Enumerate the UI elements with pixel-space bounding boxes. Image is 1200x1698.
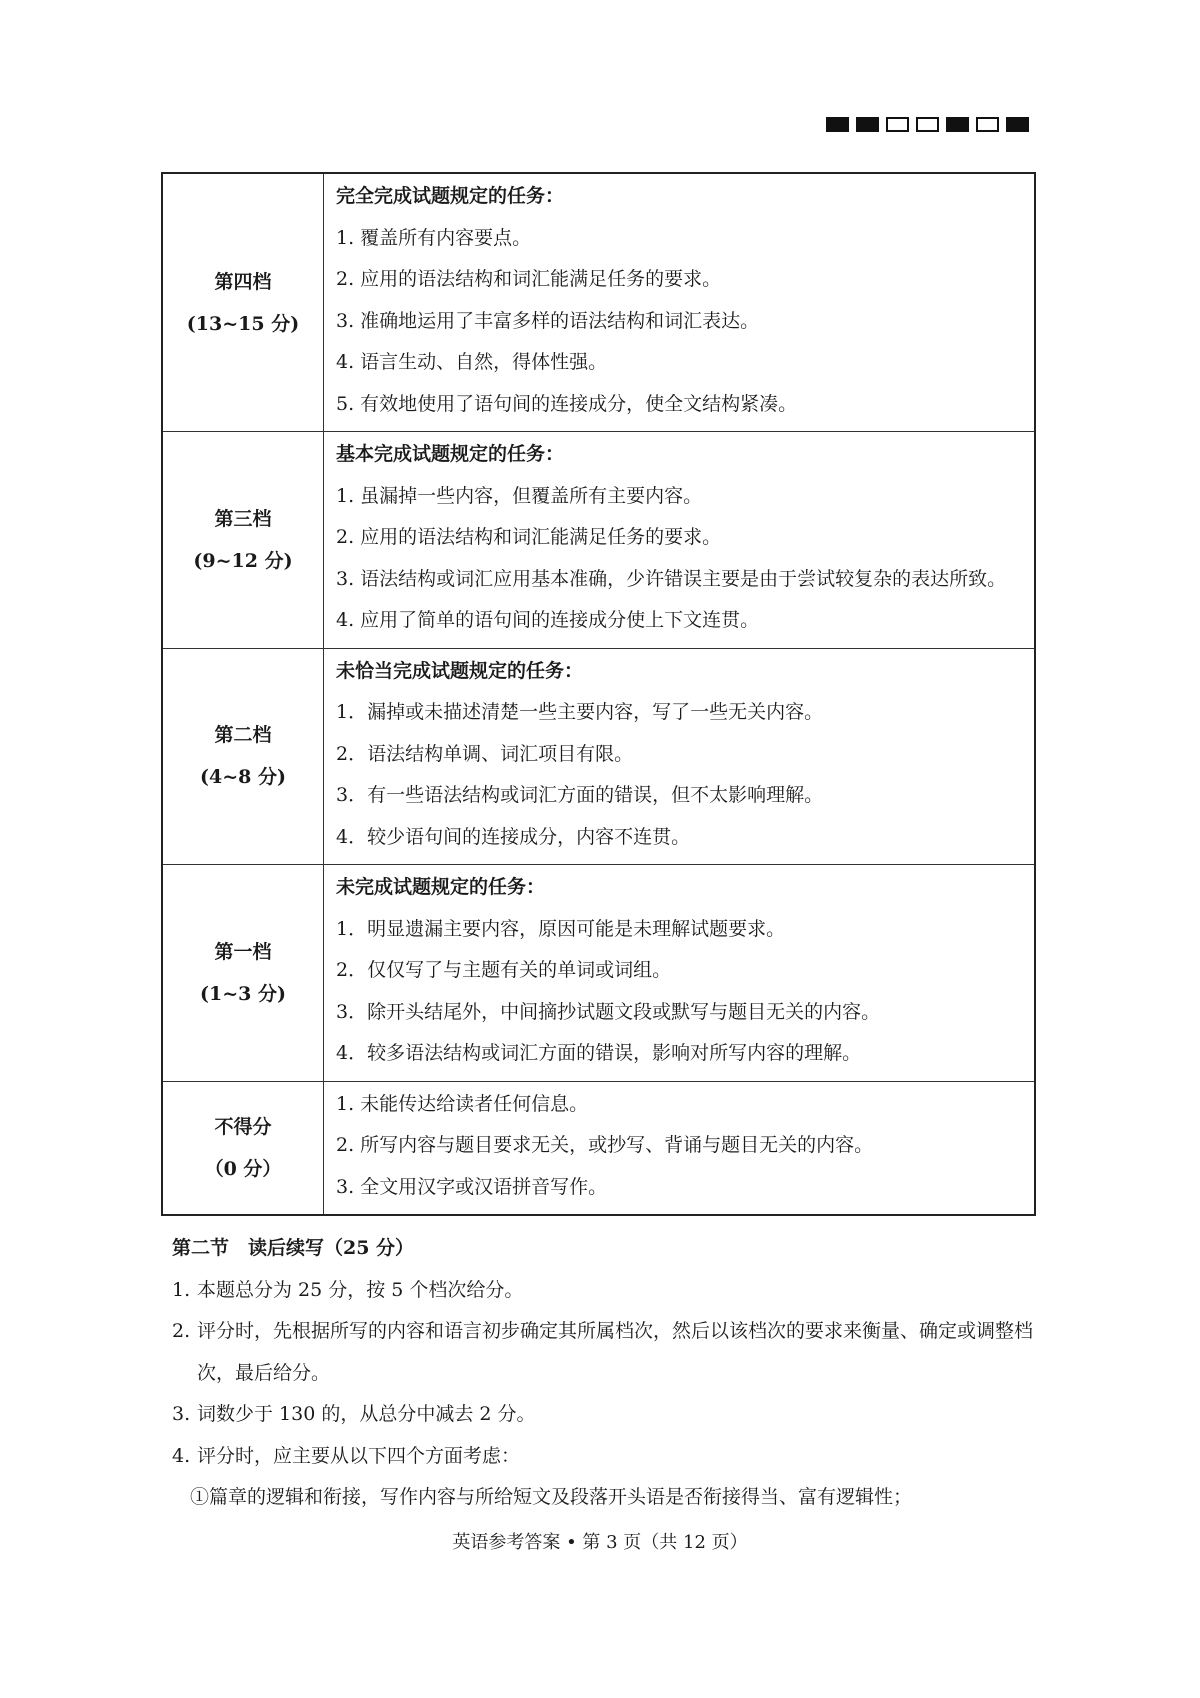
criterion: 1. 未能传达给读者任何信息。 <box>336 1092 589 1115</box>
list-item <box>172 1436 1042 1478</box>
criterion: 1. 覆盖所有内容要点。 <box>336 226 532 249</box>
rubric-row <box>162 648 1035 865</box>
criterion: 1．明显遗漏主要内容，原因可能是未理解试题要求。 <box>336 917 786 940</box>
list-item <box>172 1311 1042 1394</box>
description-cell <box>324 1081 1036 1215</box>
rubric-row <box>162 173 1035 432</box>
header-marks <box>826 117 1029 132</box>
level-score: (9~12 分) <box>193 549 293 572</box>
item-number: 1. <box>172 1278 191 1301</box>
mark-filled <box>1006 117 1029 132</box>
level-name: 第四档 <box>214 270 272 293</box>
level-condition: 未恰当完成试题规定的任务： <box>336 659 584 682</box>
list-item <box>172 1394 1042 1436</box>
level-name: 不得分 <box>214 1115 272 1138</box>
criterion: 3．除开头结尾外，中间摘抄试题文段或默写与题目无关的内容。 <box>336 1000 881 1023</box>
level-name: 第一档 <box>214 940 272 963</box>
level-cell <box>162 432 324 649</box>
rubric-row <box>162 432 1035 649</box>
section-two <box>172 1228 1042 1519</box>
item-text: 评分时，应主要从以下四个方面考虑： <box>197 1444 521 1467</box>
level-condition: 基本完成试题规定的任务： <box>336 443 565 465</box>
criterion: 2. 应用的语法结构和词汇能满足任务的要求。 <box>336 526 722 548</box>
criterion: 2．仅仅写了与主题有关的单词或词组。 <box>336 959 672 981</box>
mark-empty <box>976 117 999 132</box>
scoring-rubric-table <box>161 172 1036 1216</box>
criterion: 3. 准确地运用了丰富多样的语法结构和词汇表达。 <box>336 309 760 332</box>
level-cell <box>162 648 324 865</box>
item-text: 词数少于 130 的，从总分中减去 2 分。 <box>197 1403 536 1425</box>
mark-filled <box>826 117 849 132</box>
level-cell <box>162 865 324 1082</box>
section-heading: 第二节 读后续写（25 分） <box>172 1237 415 1259</box>
item-number: 3. <box>172 1403 191 1425</box>
description-cell <box>324 865 1036 1082</box>
criterion: 1. 虽漏掉一些内容，但覆盖所有主要内容。 <box>336 484 703 507</box>
description-cell <box>324 173 1036 432</box>
item-text: 本题总分为 25 分，按 5 个档次给分。 <box>197 1278 524 1301</box>
criterion: 2. 所写内容与题目要求无关，或抄写、背诵与题目无关的内容。 <box>336 1134 874 1156</box>
criterion: 4．较少语句间的连接成分，内容不连贯。 <box>336 825 691 848</box>
mark-filled <box>946 117 969 132</box>
item-text: 评分时，先根据所写的内容和语言初步确定其所属档次，然后以该档次的要求来衡量、确定或调整档次，最后给分。 <box>197 1320 1034 1384</box>
description-cell <box>324 648 1036 865</box>
criterion: 3. 语法结构或词汇应用基本准确，少许错误主要是由于尝试较复杂的表达所致。 <box>336 567 1007 590</box>
criterion: 4. 应用了简单的语句间的连接成分使上下文连贯。 <box>336 609 760 631</box>
mark-empty <box>916 117 939 132</box>
list-item <box>172 1270 1042 1312</box>
level-score: (4~8 分) <box>200 766 286 789</box>
mark-filled <box>856 117 879 132</box>
item-number: 4. <box>172 1444 191 1467</box>
level-cell <box>162 173 324 432</box>
item-number: 2. <box>172 1320 191 1342</box>
criterion: 2．语法结构单调、词汇项目有限。 <box>336 742 634 765</box>
level-score: (1~3 分) <box>200 982 286 1005</box>
criterion: 4. 语言生动、自然，得体性强。 <box>336 351 608 373</box>
level-condition: 未完成试题规定的任务： <box>336 876 546 898</box>
criterion: 4．较多语法结构或词汇方面的错误，影响对所写内容的理解。 <box>336 1042 862 1064</box>
level-condition: 完全完成试题规定的任务： <box>336 185 565 207</box>
criterion: 2. 应用的语法结构和词汇能满足任务的要求。 <box>336 268 722 290</box>
level-name: 第二档 <box>214 724 272 747</box>
mark-empty <box>886 117 909 132</box>
level-cell <box>162 1081 324 1215</box>
criterion: 3．有一些语法结构或词汇方面的错误，但不太影响理解。 <box>336 784 824 806</box>
rubric-row <box>162 865 1035 1082</box>
criterion: 1．漏掉或未描述清楚一些主要内容，写了一些无关内容。 <box>336 701 824 723</box>
criterion: 5. 有效地使用了语句间的连接成分，使全文结构紧凑。 <box>336 392 798 415</box>
sub-item: ①篇章的逻辑和衔接，写作内容与所给短文及段落开头语是否衔接得当、富有逻辑性； <box>190 1486 913 1508</box>
level-score: (13~15 分) <box>186 312 300 335</box>
rubric-row <box>162 1081 1035 1215</box>
level-score: （0 分） <box>204 1157 282 1180</box>
level-name: 第三档 <box>214 507 272 530</box>
page-footer: 英语参考答案 • 第 3 页（共 12 页） <box>452 1532 748 1553</box>
description-cell <box>324 432 1036 649</box>
criterion: 3. 全文用汉字或汉语拼音写作。 <box>336 1175 608 1198</box>
